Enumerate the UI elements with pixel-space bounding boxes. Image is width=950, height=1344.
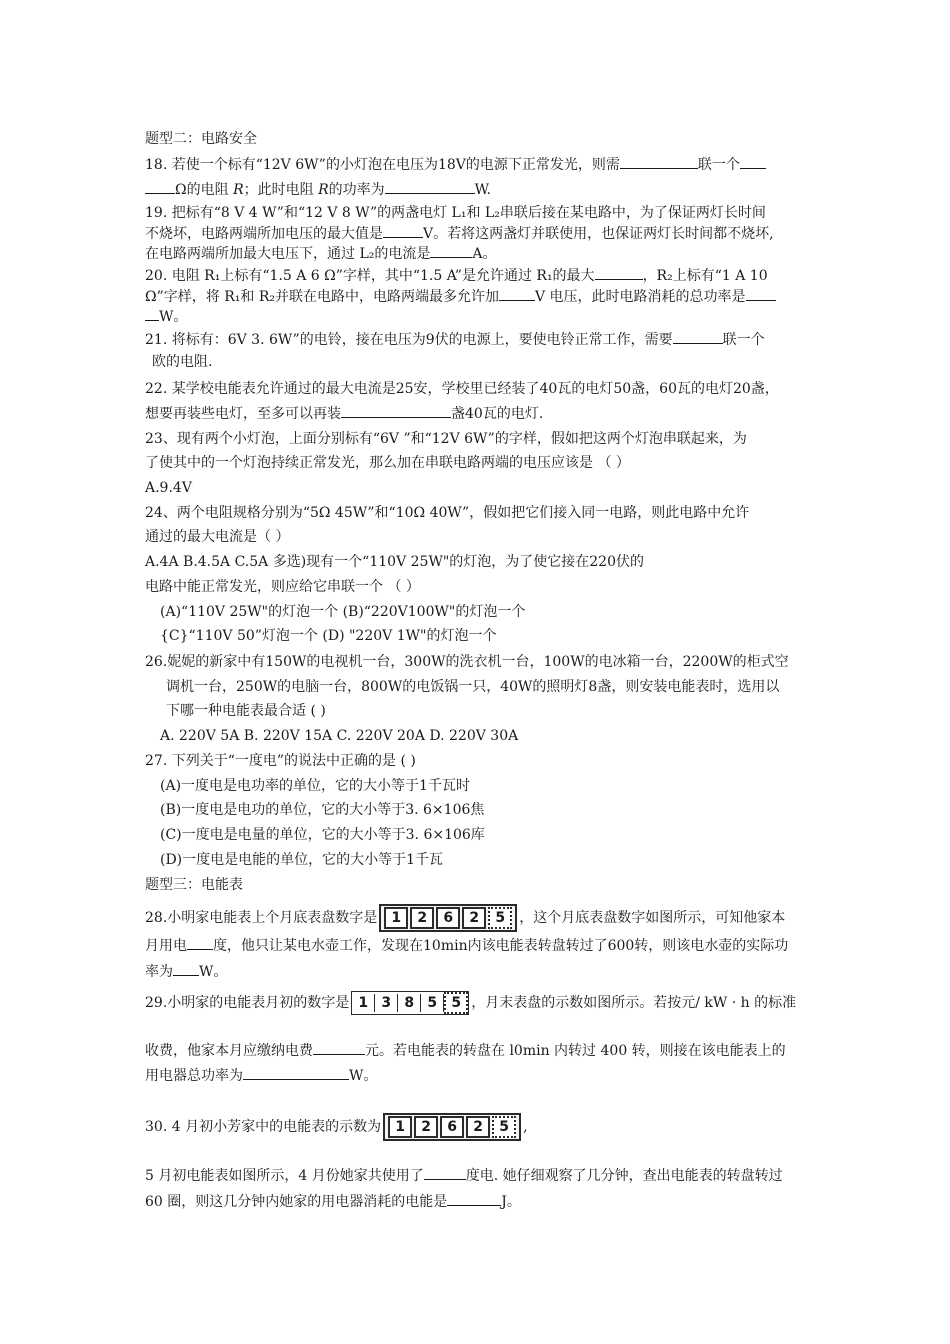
q18-text-1: 18. 若使一个标有“12V 6W”的小灯泡在电压为18V的电源下正常发光，则需: [145, 157, 620, 173]
q19-blank-2[interactable]: [430, 244, 472, 258]
q21-text-2: 联一个: [722, 332, 765, 348]
q19-line1: 19. 把标有“8 V 4 W”和“12 V 8 W”的两盏电灯 L₁和 L₂串联后接在某电路中，为了保证两灯长时间: [145, 205, 766, 221]
q20-blank-2[interactable]: [499, 287, 535, 301]
q28-meter-display: [379, 904, 517, 932]
q24-options-q25-stem: A.4A B.4.5A C.5A 多选)现有一个“110V 25W"的灯泡，为了使它接在220伏的: [145, 554, 644, 570]
q19-line3: [145, 244, 815, 263]
q30-text-6: J。: [501, 1194, 521, 1210]
q29-line2: [145, 1041, 815, 1060]
q27-option-c: (C)一度电是电量的单位，它的大小等于3. 6×106库: [160, 827, 485, 843]
q30-meter-display: [383, 1113, 521, 1141]
q30-text-4: 度电. 她仔细观察了几分钟，查出电能表的转盘转过: [465, 1168, 783, 1184]
q21-blank-1[interactable]: [673, 330, 723, 344]
q27-option-d: (D)一度电是电能的单位，它的大小等于1千瓦: [160, 852, 444, 868]
q26-options: A. 220V 5A B. 220V 15A C. 220V 20A D. 220V 30A: [160, 728, 519, 744]
q19-blank-1[interactable]: [383, 224, 423, 238]
q27-option-b: (B)一度电是电功的单位，它的大小等于3. 6×106焦: [160, 802, 485, 818]
section2-title: 题型二：电路安全: [145, 131, 257, 147]
q24-line2: 通过的最大电流是（ ）: [145, 529, 290, 545]
q21-line2: 欧的电阻.: [152, 354, 213, 370]
q20-text-1: 20. 电阻 R₁上标有“1.5 A 6 Ω”字样，其中“1.5 A”是允许通过 R₁的最大: [145, 268, 595, 284]
q30-blank-2[interactable]: [447, 1192, 501, 1206]
q20-text-4: V 电压，此时电路消耗的总功率是: [534, 289, 746, 305]
q30-blank-1[interactable]: [424, 1166, 466, 1180]
q20-blank-3b[interactable]: [145, 307, 159, 321]
q29-meter-digit-1: 1: [352, 994, 375, 1012]
q25-options-cd: {C}“110V 50”灯泡一个 (D) "220V 1W"的灯泡一个: [160, 628, 497, 644]
q19-text-3: 在电路两端所加最大电压下，通过 L₂的电流是: [145, 246, 431, 262]
q20-line1: [145, 266, 815, 285]
q29-line1: [145, 990, 815, 1016]
q22-blank-1[interactable]: [341, 404, 451, 418]
q27-option-a: (A)一度电是电功率的单位，它的大小等于1千瓦时: [160, 778, 470, 794]
q26-line1: 26.妮妮的新家中有150W的电视机一台，300W的洗衣机一台，100W的电冰箱一台，2200W的柜式空: [145, 654, 789, 670]
q28-meter-digit-5: 5: [488, 907, 512, 929]
q28-blank-2[interactable]: [173, 962, 199, 976]
q28-line3: [145, 962, 815, 981]
q26-line2: 调机一台，250W的电脑一台，800W的电饭锅一只，40W的照明灯8盏，则安装电能表时，选用以: [166, 679, 780, 695]
q28-blank-1[interactable]: [187, 936, 213, 950]
q24-line1: 24、两个电阻规格分别为“5Ω 45W”和“10Ω 40W”，假如把它们接入同一电路，则此电路中允许: [145, 505, 750, 521]
q20-text-2: ，R₂上标有“1 A 10: [642, 268, 768, 284]
q18-var-r1: R: [233, 182, 244, 198]
q29-text-4: 元。若电能表的转盘在 l0min 内转过 400 转，则接在该电能表上的: [365, 1043, 786, 1059]
q30-meter-digit-1: 1: [388, 1116, 412, 1138]
q30-text-2: ,: [523, 1119, 528, 1135]
q20-blank-1[interactable]: [595, 266, 643, 280]
q23-line1: 23、现有两个小灯泡，上面分别标有“6V ”和“12V 6W”的字样，假如把这两个灯泡串联起来，为: [145, 431, 747, 447]
q30-meter-digit-5: 5: [492, 1116, 516, 1138]
q18-text-2: 联一个: [697, 157, 740, 173]
q29-meter-digit-4: 5: [421, 994, 444, 1012]
q26-line3: 下哪一种电能表最合适 ( ): [166, 703, 326, 719]
q18-blank-2b[interactable]: [145, 180, 175, 194]
q21-text-1: 21. 将标有：6V 3. 6W”的电铃，接在电压为9伏的电源上，要使电铃正常工作，需要: [145, 332, 673, 348]
q28-text-4: 度，他只让某电水壶工作，发现在10min内该电能表转盘转过了600转，则该电水壶的实际功: [213, 938, 789, 954]
q28-line2: [145, 936, 815, 955]
q30-meter-digit-3: 6: [440, 1116, 464, 1138]
q29-text-2: ，月末表盘的示数如图所示。若按元/ kW · h 的标准: [471, 995, 797, 1011]
q29-blank-1[interactable]: [313, 1041, 365, 1055]
q29-meter-digit-3: 8: [398, 994, 421, 1012]
q23-option-a: A.9.4V: [145, 480, 192, 496]
q18-blank-1[interactable]: [620, 155, 698, 169]
q29-meter-display: [351, 991, 469, 1015]
q28-text-2: ，这个月底表盘数字如图所示，可知他家本: [519, 910, 786, 926]
q20-text-5: W。: [159, 309, 188, 325]
q28-line1: [145, 904, 815, 932]
q18-text-4: ；此时电阻: [243, 182, 314, 198]
q27-line1: 27. 下列关于“一度电”的说法中正确的是 ( ): [145, 753, 416, 769]
q30-line2: [145, 1166, 815, 1185]
q28-meter-digit-1: 1: [384, 907, 408, 929]
q21-line1: [145, 330, 815, 349]
q19-text-4: A。: [472, 246, 497, 262]
q22-line2: [145, 404, 815, 423]
q18-line2: [145, 180, 815, 199]
q19-text-2: V。若将这两盏灯并联使用，也保证两灯长时间都不烧坏,: [423, 226, 774, 242]
q29-blank-2[interactable]: [243, 1066, 349, 1080]
q25-line2: 电路中能正常发光，则应给它串联一个 （ ）: [145, 579, 420, 595]
q18-text-5: 的功率为: [328, 182, 385, 198]
q19-line2: [145, 224, 815, 243]
q28-text-1: 28.小明家电能表上个月底表盘数字是: [145, 910, 378, 926]
q18-line1: [145, 155, 815, 174]
q29-text-1: 29.小明家的电能表月初的数字是: [145, 995, 350, 1011]
q18-blank-2[interactable]: [740, 155, 766, 169]
q29-line3: [145, 1066, 815, 1085]
q18-text-3: Ω的电阻: [175, 182, 229, 198]
q29-meter-digit-5: 5: [444, 992, 468, 1014]
q22-line1: 22. 某学校电能表允许通过的最大电流是25安，学校里已经装了40瓦的电灯50盏，60瓦的电灯20盏，: [145, 381, 779, 397]
q30-line3: [145, 1192, 815, 1211]
q28-text-6: W。: [199, 964, 228, 980]
q22-text-2: 盏40瓦的电灯.: [451, 406, 544, 422]
q20-line3: [145, 307, 815, 326]
q30-text-5: 60 圈，则这几分钟内她家的用电器消耗的电能是: [145, 1194, 448, 1210]
q18-var-r2: R: [318, 182, 329, 198]
q19-text-1: 不烧坏，电路两端所加电压的最大值是: [145, 226, 383, 242]
q30-text-3: 5 月初电能表如图所示，4 月份她家共使用了: [145, 1168, 424, 1184]
q20-blank-3a[interactable]: [746, 287, 776, 301]
q18-blank-3[interactable]: [385, 180, 475, 194]
q25-options-ab: (A)“110V 25W"的灯泡一个 (B)“220V100W"的灯泡一个: [160, 604, 526, 620]
q20-line2: [145, 287, 815, 306]
q29-meter-digit-2: 3: [375, 994, 398, 1012]
q28-text-3: 月用电: [145, 938, 187, 954]
q28-meter-digit-3: 6: [436, 907, 460, 929]
q28-meter-digit-4: 2: [462, 907, 486, 929]
q29-text-6: W。: [349, 1068, 378, 1084]
q20-text-3: Ω”字样，将 R₁和 R₂并联在电路中，电路两端最多允许加: [145, 289, 499, 305]
section3-title: 题型三：电能表: [145, 877, 243, 893]
q29-text-3: 收费，他家本月应缴纳电费: [145, 1043, 313, 1059]
q30-text-1: 30. 4 月初小芳家中的电能表的示数为: [145, 1119, 382, 1135]
q30-meter-digit-4: 2: [466, 1116, 490, 1138]
q22-text-1: 想要再装些电灯，至多可以再装: [145, 406, 341, 422]
q29-text-5: 用电器总功率为: [145, 1068, 243, 1084]
q30-line1: [145, 1113, 815, 1141]
q23-line2: 了使其中的一个灯泡持续正常发光，那么加在串联电路两端的电压应该是 （ ）: [145, 455, 630, 471]
q30-meter-digit-2: 2: [414, 1116, 438, 1138]
q28-text-5: 率为: [145, 964, 173, 980]
q28-meter-digit-2: 2: [410, 907, 434, 929]
q18-text-6: W.: [474, 182, 492, 198]
